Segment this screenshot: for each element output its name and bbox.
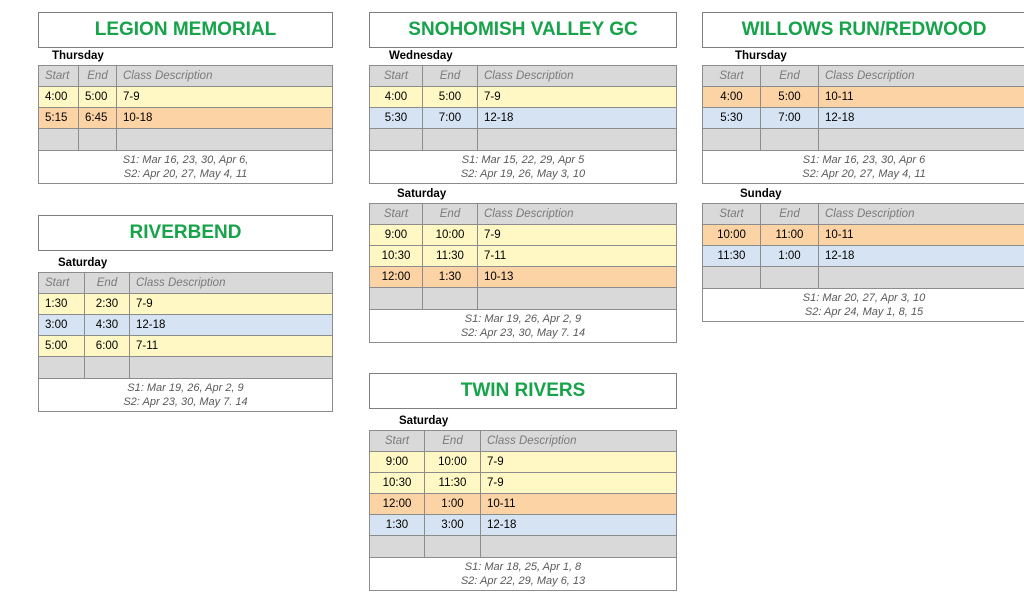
start-cell: 4:00 xyxy=(703,87,761,108)
spacer-row xyxy=(39,129,333,151)
description-cell: 10-18 xyxy=(117,108,333,129)
description-cell: 7-9 xyxy=(117,87,333,108)
end-cell: 11:00 xyxy=(761,225,819,246)
day-label: Thursday xyxy=(52,50,104,62)
end-cell: 5:00 xyxy=(423,87,478,108)
spacer-row xyxy=(370,288,677,310)
start-cell: 10:30 xyxy=(370,473,425,494)
spacer-row xyxy=(703,267,1024,289)
end-header: End xyxy=(761,66,819,87)
start-header: Start xyxy=(39,273,85,294)
table-header-row xyxy=(703,66,1024,87)
start-cell: 5:15 xyxy=(39,108,79,129)
end-cell: 1:00 xyxy=(425,494,481,515)
start-cell: 9:00 xyxy=(370,225,423,246)
table-row xyxy=(370,246,677,267)
session1-dates: S1: Mar 19, 26, Apr 2, 9 xyxy=(127,382,244,394)
session1-dates: S1: Mar 16, 23, 30, Apr 6 xyxy=(802,154,926,166)
start-cell: 4:00 xyxy=(39,87,79,108)
table-row xyxy=(370,87,677,108)
end-cell: 2:30 xyxy=(85,294,130,315)
schedule-table xyxy=(38,65,333,151)
end-cell: 5:00 xyxy=(79,87,117,108)
section-title: WILLOWS RUN/REDWOOD xyxy=(702,12,1024,48)
end-header: End xyxy=(423,204,478,225)
day-label: Saturday xyxy=(397,188,447,200)
start-cell: 5:00 xyxy=(39,336,85,357)
description-header: Class Description xyxy=(117,66,333,87)
table-row xyxy=(39,294,333,315)
day-label: Saturday xyxy=(58,257,108,269)
start-cell: 10:00 xyxy=(703,225,761,246)
schedule-table xyxy=(702,203,1024,289)
start-cell: 5:30 xyxy=(703,108,761,129)
description-cell: 7-11 xyxy=(478,246,677,267)
day-label: Wednesday xyxy=(389,50,453,62)
day-label: Sunday xyxy=(740,188,782,200)
legion-memorial-section xyxy=(38,12,333,184)
description-cell: 7-9 xyxy=(481,473,677,494)
riverbend-section xyxy=(38,215,333,412)
schedule-table xyxy=(369,203,677,310)
end-cell: 1:30 xyxy=(423,267,478,288)
section-title: TWIN RIVERS xyxy=(369,373,677,409)
description-cell: 7-9 xyxy=(478,87,677,108)
start-header: Start xyxy=(703,66,761,87)
table-row xyxy=(370,473,677,494)
description-cell: 7-9 xyxy=(478,225,677,246)
table-header-row xyxy=(703,204,1024,225)
start-cell: 12:00 xyxy=(370,494,425,515)
table-row xyxy=(370,494,677,515)
table-header-row xyxy=(39,66,333,87)
end-cell: 3:00 xyxy=(425,515,481,536)
end-header: End xyxy=(85,273,130,294)
session-dates xyxy=(38,151,333,184)
day-label: Thursday xyxy=(735,50,787,62)
table-row xyxy=(39,87,333,108)
end-cell: 7:00 xyxy=(423,108,478,129)
table-header-row xyxy=(39,273,333,294)
start-cell: 1:30 xyxy=(370,515,425,536)
description-cell: 12-18 xyxy=(819,108,1024,129)
description-cell: 12-18 xyxy=(481,515,677,536)
table-row xyxy=(370,108,677,129)
description-cell: 10-11 xyxy=(819,87,1024,108)
session-dates xyxy=(369,558,677,591)
end-cell: 5:00 xyxy=(761,87,819,108)
description-header: Class Description xyxy=(481,431,677,452)
table-header-row xyxy=(370,66,677,87)
description-header: Class Description xyxy=(819,66,1024,87)
table-row xyxy=(370,225,677,246)
section-title: RIVERBEND xyxy=(38,215,333,251)
end-cell: 1:00 xyxy=(761,246,819,267)
description-cell: 7-9 xyxy=(481,452,677,473)
spacer-row xyxy=(370,536,677,558)
session1-dates: S1: Mar 16, 23, 30, Apr 6, xyxy=(122,154,249,166)
session-dates xyxy=(702,151,1024,184)
session2-dates: S2: Apr 20, 27, May 4, 11 xyxy=(802,168,926,180)
description-header: Class Description xyxy=(478,66,677,87)
description-cell: 12-18 xyxy=(130,315,333,336)
table-row xyxy=(370,267,677,288)
schedule-table xyxy=(369,430,677,558)
start-header: Start xyxy=(39,66,79,87)
session1-dates: S1: Mar 15, 22, 29, Apr 5 xyxy=(461,154,585,166)
table-row xyxy=(370,515,677,536)
table-row xyxy=(39,315,333,336)
table-row xyxy=(703,246,1024,267)
session2-dates: S2: Apr 22, 29, May 6, 13 xyxy=(460,575,586,587)
description-cell: 12-18 xyxy=(819,246,1024,267)
schedule-table xyxy=(369,65,677,151)
description-cell: 12-18 xyxy=(478,108,677,129)
description-cell: 7-11 xyxy=(130,336,333,357)
session-dates xyxy=(369,310,677,343)
session1-dates: S1: Mar 19, 26, Apr 2, 9 xyxy=(464,313,582,325)
session-dates xyxy=(702,289,1024,322)
start-header: Start xyxy=(370,204,423,225)
session2-dates: S2: Apr 20, 27, May 4, 11 xyxy=(123,168,248,180)
description-cell: 10-13 xyxy=(478,267,677,288)
end-cell: 6:00 xyxy=(85,336,130,357)
description-header: Class Description xyxy=(819,204,1024,225)
description-cell: 7-9 xyxy=(130,294,333,315)
session-dates xyxy=(38,379,333,412)
description-cell: 10-11 xyxy=(819,225,1024,246)
start-header: Start xyxy=(370,431,425,452)
end-header: End xyxy=(425,431,481,452)
table-row xyxy=(39,336,333,357)
start-cell: 3:00 xyxy=(39,315,85,336)
start-cell: 5:30 xyxy=(370,108,423,129)
start-cell: 4:00 xyxy=(370,87,423,108)
session2-dates: S2: Apr 23, 30, May 7. 14 xyxy=(123,396,248,408)
spacer-row xyxy=(370,129,677,151)
table-row xyxy=(703,225,1024,246)
end-cell: 6:45 xyxy=(79,108,117,129)
session2-dates: S2: Apr 19, 26, May 3, 10 xyxy=(460,168,586,180)
table-row xyxy=(703,87,1024,108)
snohomish-valley-section xyxy=(369,12,677,343)
description-header: Class Description xyxy=(130,273,333,294)
day-label: Saturday xyxy=(399,415,449,427)
table-row xyxy=(39,108,333,129)
spacer-row xyxy=(703,129,1024,151)
table-row xyxy=(370,452,677,473)
section-title: LEGION MEMORIAL xyxy=(38,12,333,48)
table-row xyxy=(703,108,1024,129)
start-cell: 1:30 xyxy=(39,294,85,315)
end-cell: 10:00 xyxy=(423,225,478,246)
end-cell: 10:00 xyxy=(425,452,481,473)
description-header: Class Description xyxy=(478,204,677,225)
twin-rivers-section xyxy=(369,373,677,591)
session1-dates: S1: Mar 20, 27, Apr 3, 10 xyxy=(802,292,926,304)
end-cell: 4:30 xyxy=(85,315,130,336)
willows-run-redwood-section xyxy=(702,12,1024,322)
session-dates xyxy=(369,151,677,184)
schedule-table xyxy=(702,65,1024,151)
end-cell: 7:00 xyxy=(761,108,819,129)
table-header-row xyxy=(370,204,677,225)
end-header: End xyxy=(79,66,117,87)
start-cell: 11:30 xyxy=(703,246,761,267)
schedule-table xyxy=(38,272,333,379)
table-header-row xyxy=(370,431,677,452)
description-cell: 10-11 xyxy=(481,494,677,515)
section-title: SNOHOMISH VALLEY GC xyxy=(369,12,677,48)
start-cell: 12:00 xyxy=(370,267,423,288)
session1-dates: S1: Mar 18, 25, Apr 1, 8 xyxy=(464,561,582,573)
spacer-row xyxy=(39,357,333,379)
end-header: End xyxy=(761,204,819,225)
session2-dates: S2: Apr 24, May 1, 8, 15 xyxy=(804,306,924,318)
start-header: Start xyxy=(703,204,761,225)
end-cell: 11:30 xyxy=(425,473,481,494)
session2-dates: S2: Apr 23, 30, May 7. 14 xyxy=(460,327,586,339)
start-cell: 10:30 xyxy=(370,246,423,267)
end-header: End xyxy=(423,66,478,87)
end-cell: 11:30 xyxy=(423,246,478,267)
start-header: Start xyxy=(370,66,423,87)
start-cell: 9:00 xyxy=(370,452,425,473)
